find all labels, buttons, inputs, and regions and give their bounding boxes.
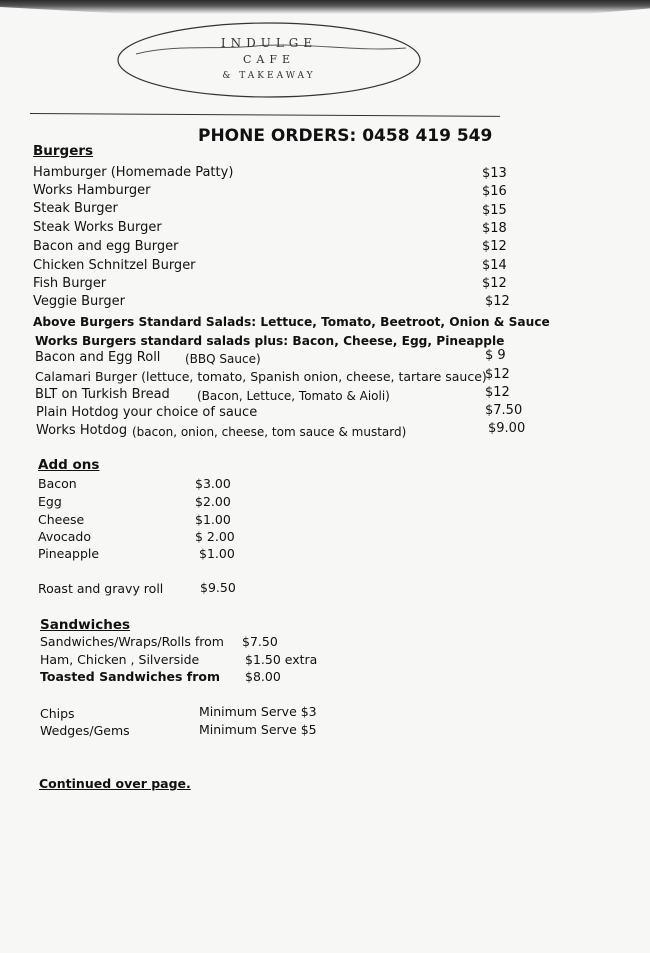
logo-text-takeaway: & TAKEAWAY xyxy=(222,71,316,81)
continued-note: Continued over page. xyxy=(39,776,191,791)
menu-item-price: $13 xyxy=(482,166,507,181)
menu-item-price: $15 xyxy=(482,203,507,218)
menu-item-price: $14 xyxy=(482,258,507,273)
sandwich-item-name: Toasted Sandwiches from xyxy=(40,669,220,684)
roast-roll-price: $9.50 xyxy=(200,580,236,595)
menu-item-name: Calamari Burger (lettuce, tomato, Spanish onion, cheese, tartare sauce) xyxy=(35,369,487,384)
menu-item-price: $9.00 xyxy=(488,421,526,436)
menu-item-name: Fish Burger xyxy=(33,276,107,291)
menu-item-description: (bacon, onion, cheese, tom sauce & mustard) xyxy=(132,425,407,439)
side-item-price: Minimum Serve $5 xyxy=(199,722,317,737)
sandwiches-heading: Sandwiches xyxy=(40,617,131,633)
menu-item-name: Works Hotdog xyxy=(36,423,128,438)
menu-item-price: $12 xyxy=(485,367,510,382)
menu-item-price: $ 9 xyxy=(485,348,506,363)
works-salads-note: Works Burgers standard salads plus: Bacon, Cheese, Egg, Pineapple xyxy=(35,334,505,348)
phone-orders-heading: PHONE ORDERS: 0458 419 549 xyxy=(198,126,493,146)
addon-item-price: $1.00 xyxy=(195,512,231,527)
addon-item-price: $1.00 xyxy=(199,546,235,561)
side-item-name: Chips xyxy=(40,706,75,721)
addon-item-name: Pineapple xyxy=(38,546,100,561)
addon-item-name: Egg xyxy=(38,494,62,509)
menu-item-price: $12 xyxy=(482,276,507,291)
menu-item-name: BLT on Turkish Bread xyxy=(35,387,170,402)
menu-item-name: Bacon and egg Burger xyxy=(33,239,179,254)
menu-item-price: $12 xyxy=(482,239,507,254)
burgers-heading: Burgers xyxy=(33,143,94,159)
header-divider xyxy=(30,113,500,117)
menu-item-name: Steak Burger xyxy=(33,201,118,216)
sandwich-item-name: Sandwiches/Wraps/Rolls from xyxy=(40,634,224,649)
roast-roll-name: Roast and gravy roll xyxy=(38,581,164,596)
menu-item-name: Hamburger (Homemade Patty) xyxy=(33,165,234,180)
standard-salads-note: Above Burgers Standard Salads: Lettuce, Tomato, Beetroot, Onion & Sauce xyxy=(33,315,550,329)
side-item-price: Minimum Serve $3 xyxy=(199,704,317,719)
page-top-shadow xyxy=(0,0,650,14)
menu-item-price: $16 xyxy=(482,184,507,199)
menu-item-name: Plain Hotdog your choice of sauce xyxy=(36,405,258,420)
sandwich-item-price: $8.00 xyxy=(245,669,281,684)
menu-item-name: Steak Works Burger xyxy=(33,220,162,235)
menu-item-price: $12 xyxy=(485,294,510,309)
sandwich-item-name: Ham, Chicken , Silverside xyxy=(40,652,200,667)
menu-item-description: (BBQ Sauce) xyxy=(185,352,261,366)
addon-item-name: Cheese xyxy=(38,512,85,527)
logo-text-cafe: CAFE xyxy=(242,53,296,66)
addon-item-name: Avocado xyxy=(38,529,91,544)
cafe-logo xyxy=(116,20,422,102)
addon-item-name: Bacon xyxy=(38,476,77,491)
menu-item-description: (Bacon, Lettuce, Tomato & Aioli) xyxy=(197,389,390,403)
menu-item-price: $12 xyxy=(485,385,510,400)
addon-item-price: $ 2.00 xyxy=(195,529,235,544)
menu-item-price: $7.50 xyxy=(485,403,523,418)
menu-item-price: $18 xyxy=(482,221,507,236)
addon-item-price: $2.00 xyxy=(195,494,231,509)
menu-item-name: Veggie Burger xyxy=(33,294,125,309)
sandwich-item-price: $7.50 xyxy=(242,634,278,649)
addons-heading: Add ons xyxy=(38,457,100,473)
menu-item-name: Works Hamburger xyxy=(33,183,151,198)
menu-item-name: Chicken Schnitzel Burger xyxy=(33,258,196,273)
addon-item-price: $3.00 xyxy=(195,476,231,491)
sandwich-item-price: $1.50 extra xyxy=(245,652,318,667)
side-item-name: Wedges/Gems xyxy=(40,723,130,738)
menu-item-name: Bacon and Egg Roll xyxy=(35,350,161,365)
logo-text-indulge: INDULGE xyxy=(220,36,318,50)
